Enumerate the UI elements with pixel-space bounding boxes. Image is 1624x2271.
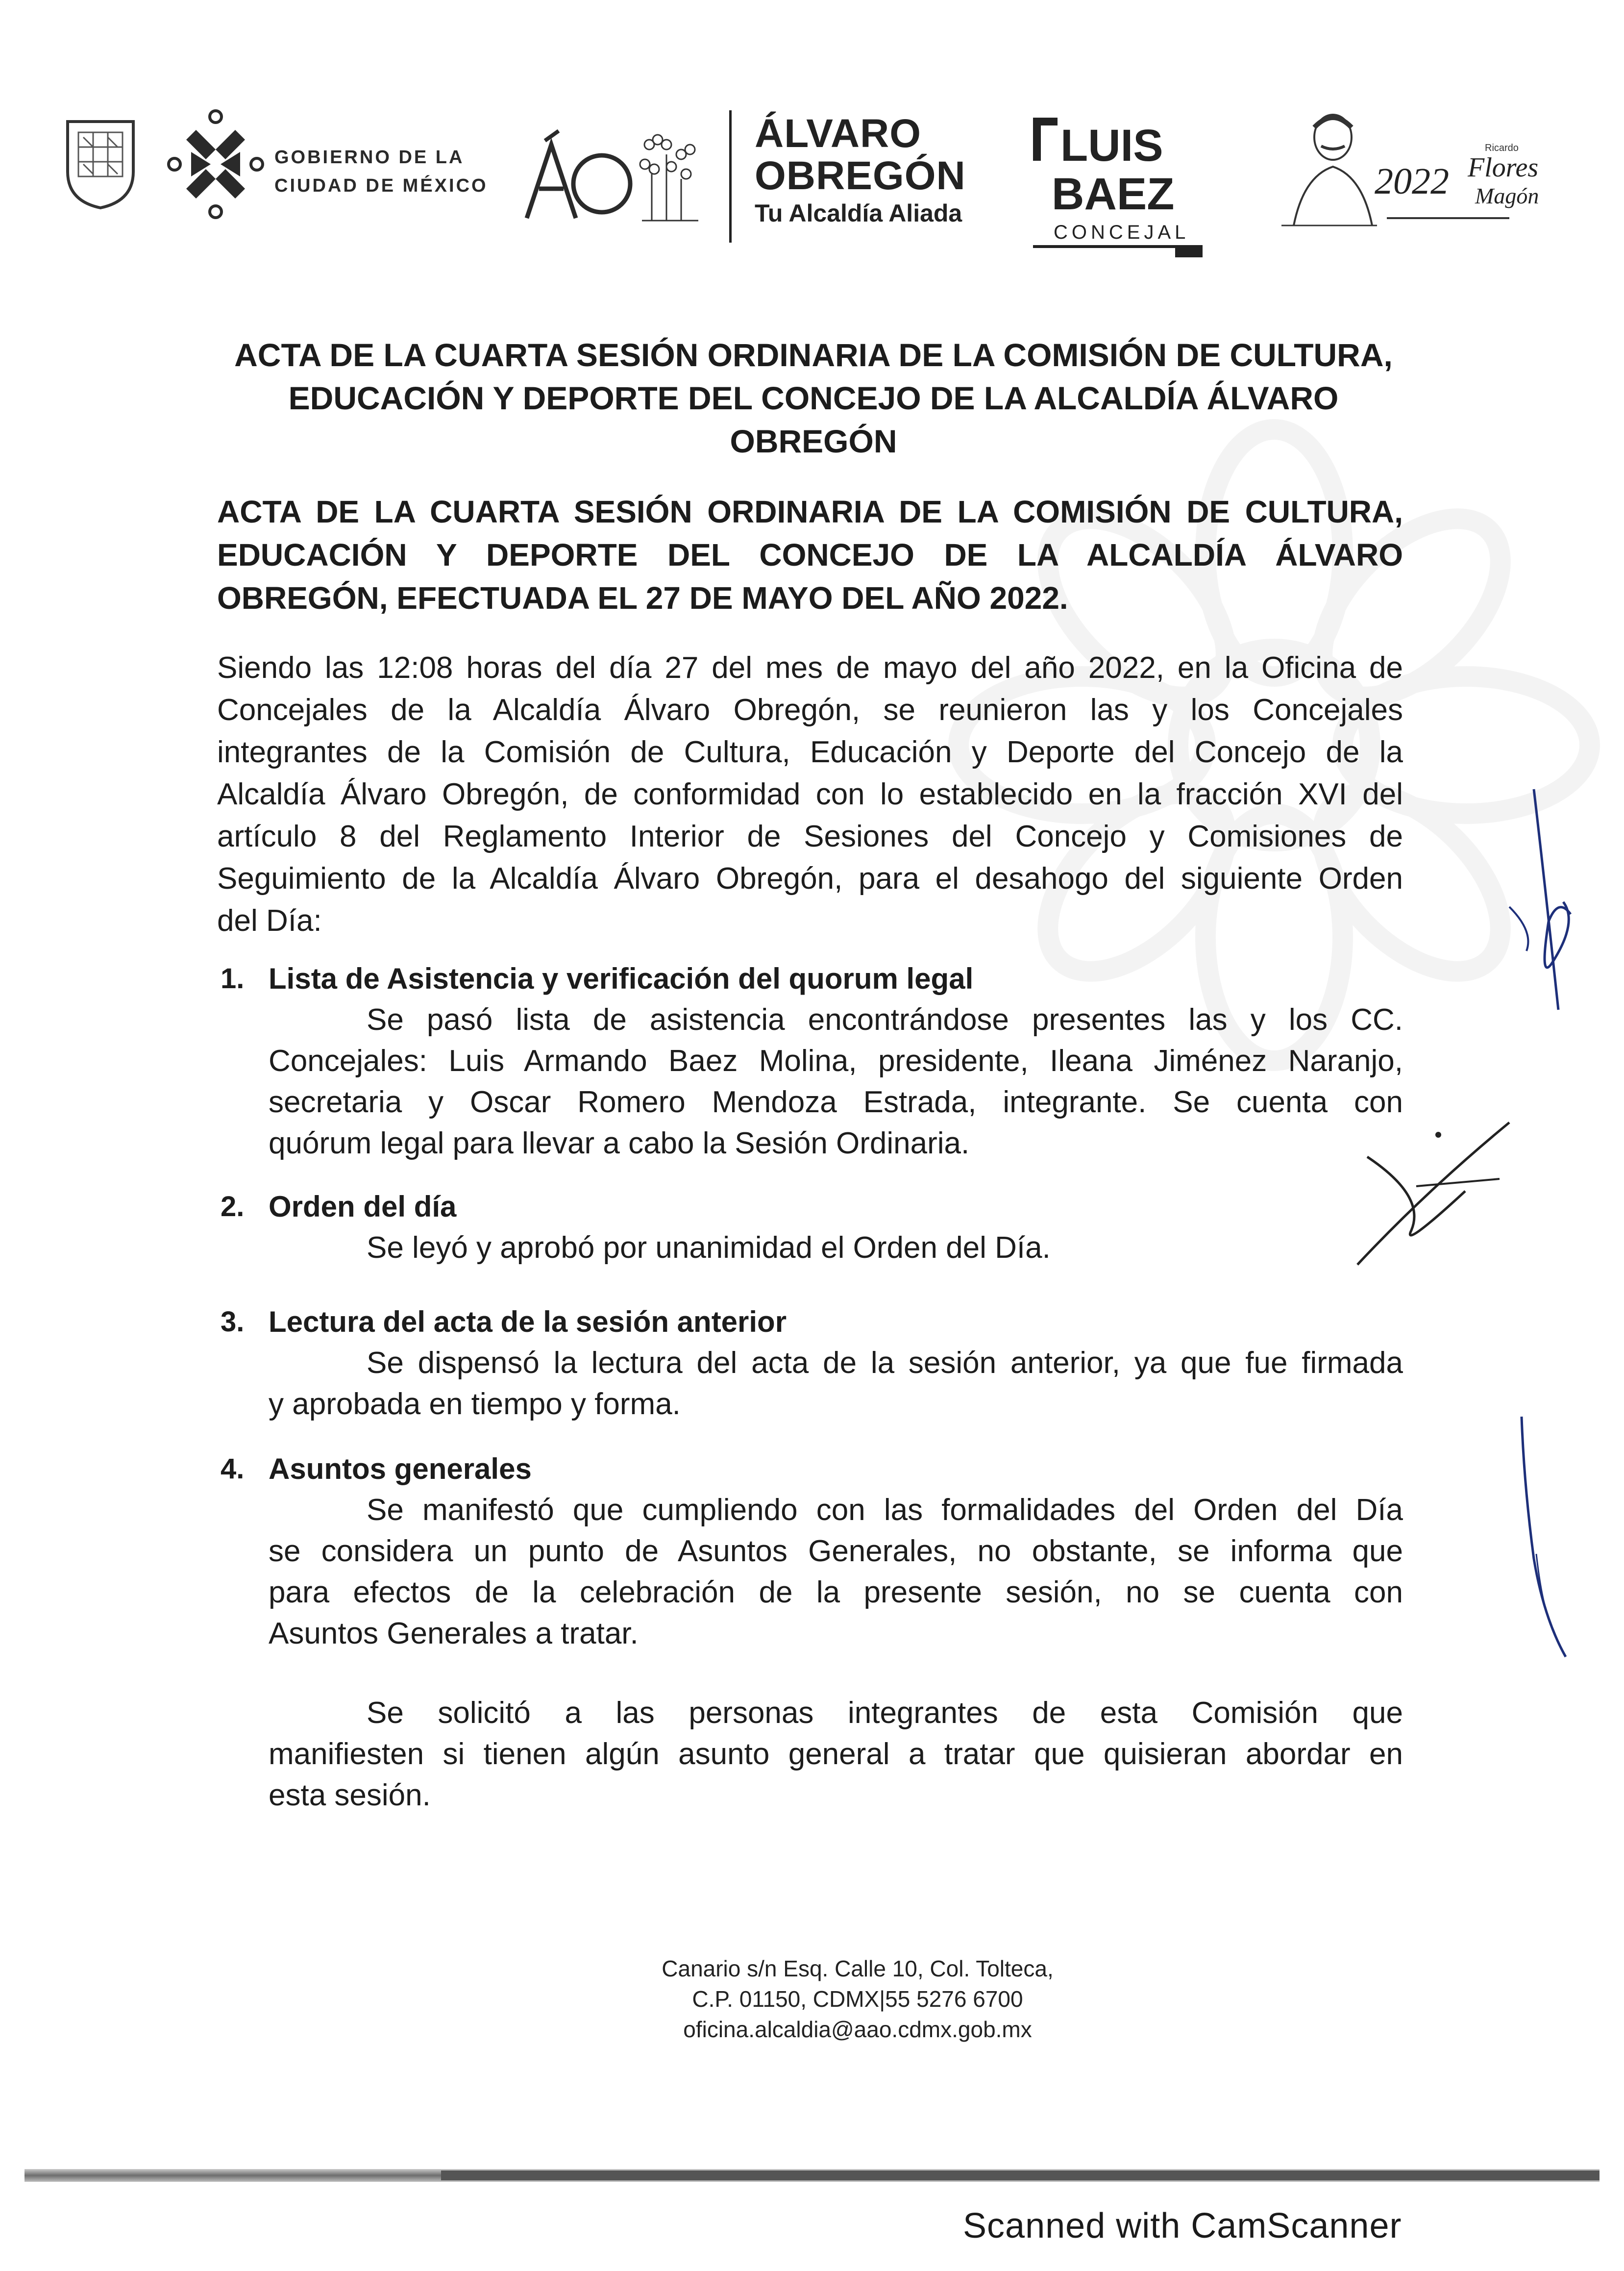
ao-tagline: Tu Alcaldía Aliada <box>755 200 962 227</box>
lb-line-3: CONCEJAL <box>1054 222 1190 243</box>
intro-line: Concejales de la Alcaldía Álvaro Obregón, se reunieron las y los Concejales <box>217 693 1403 727</box>
item-line: para efectos de la celebración de la presente sesión, no se cuenta con <box>269 1575 1403 1609</box>
footer-email: oficina.alcaldia@aao.cdmx.gob.mx <box>683 2017 1032 2042</box>
ricardo-name-1: Flores <box>1468 152 1539 183</box>
cdmx-coat-of-arms-icon <box>64 118 137 211</box>
agenda-item-2 <box>221 1186 1403 1269</box>
item-title: Orden del día <box>269 1190 457 1223</box>
ao-anniversary-logo-icon <box>519 125 701 230</box>
agenda-item-1 <box>221 958 1403 1164</box>
scan-edge-bar-dark <box>441 2171 1599 2180</box>
intro-paragraph <box>217 647 1403 942</box>
intro-line: Alcaldía Álvaro Obregón, de conformidad con lo establecido en la fracción XVI del <box>217 777 1403 811</box>
item-number: 4. <box>221 1453 245 1485</box>
ricardo-small: Ricardo <box>1485 143 1519 153</box>
ricardo-name-2: Magón <box>1475 183 1539 208</box>
heading-line-1: ACTA DE LA CUARTA SESIÓN ORDINARIA DE LA COMISIÓN DE CULTURA, <box>217 494 1403 529</box>
title-line-2: EDUCACIÓN Y DEPORTE DEL CONCEJO DE LA ALCALDÍA ÁLVARO <box>288 380 1339 416</box>
intro-line: Siendo las 12:08 horas del día 27 del mes de mayo del año 2022, en la Oficina de <box>217 651 1403 685</box>
item-line: Se leyó y aprobó por unanimidad el Orden del Día. <box>367 1231 1051 1265</box>
item-line: esta sesión. <box>269 1778 431 1812</box>
cdmx-line-2: CIUDAD DE MÉXICO <box>274 175 488 196</box>
item-line: Se manifestó que cumpliendo con las formalidades del Orden del Día <box>367 1493 1403 1527</box>
paragraph-gap <box>269 1654 1403 1693</box>
item-line: Se pasó lista de asistencia encontrándose presentes las y los CC. <box>367 1003 1403 1037</box>
ricardo-flores-magon-logo-icon <box>1274 103 1539 235</box>
intro-line: Seguimiento de la Alcaldía Álvaro Obregón, para el desahogo del siguiente Orden <box>217 862 1403 896</box>
ao-line-2: OBREGÓN <box>755 153 966 198</box>
agenda-item-4 <box>221 1448 1403 1816</box>
ricardo-year: 2022 <box>1375 161 1449 202</box>
item-line: secretaria y Oscar Romero Mendoza Estrada, integrante. Se cuenta con <box>269 1085 1403 1119</box>
item-title: Asuntos generales <box>269 1452 532 1485</box>
item-line: se considera un punto de Asuntos Generales, no obstante, se informa que <box>269 1534 1403 1568</box>
lb-line-2: BAEZ <box>1052 169 1175 219</box>
intro-line: integrantes de la Comisión de Cultura, Educación y Deporte del Concejo de la <box>217 735 1403 769</box>
camscanner-watermark: Scanned with CamScanner <box>963 2206 1402 2246</box>
item-title: Lista de Asistencia y verificación del quorum legal <box>269 962 974 995</box>
item-title: Lectura del acta de la sesión anterior <box>269 1305 787 1338</box>
luis-baez-logo-text <box>1034 122 1189 246</box>
document-title <box>196 333 1431 463</box>
luis-baez-dash <box>1175 248 1203 257</box>
item-number: 1. <box>221 963 245 995</box>
footer-line-1: Canario s/n Esq. Calle 10, Col. Tolteca, <box>662 1956 1054 1981</box>
agenda-item-3 <box>221 1301 1403 1425</box>
cdmx-line-1: GOBIERNO DE LA <box>274 147 465 168</box>
item-line: Se dispensó la lectura del acta de la sesión anterior, ya que fue firmada <box>367 1346 1403 1380</box>
footer-address <box>539 1953 1176 2045</box>
header-divider <box>729 110 732 243</box>
item-line: Concejales: Luis Armando Baez Molina, presidente, Ileana Jiménez Naranjo, <box>269 1044 1403 1078</box>
signature-3-icon <box>1509 1412 1578 1667</box>
item-line: Se solicitó a las personas integrantes de esta Comisión que <box>367 1696 1403 1730</box>
item-number: 2. <box>221 1191 245 1223</box>
title-line-1: ACTA DE LA CUARTA SESIÓN ORDINARIA DE LA COMISIÓN DE CULTURA, <box>234 337 1393 373</box>
ao-line-1: ÁLVARO <box>755 111 922 156</box>
title-line-3: OBREGÓN <box>730 423 897 459</box>
footer-line-2: C.P. 01150, CDMX|55 5276 6700 <box>692 1986 1023 2012</box>
item-number: 3. <box>221 1306 245 1338</box>
heading-line-2: EDUCACIÓN Y DEPORTE DEL CONCEJO DE LA ALCALDÍA ÁLVARO <box>217 537 1403 573</box>
alvaro-obregon-logo-text <box>755 113 966 229</box>
cdmx-logo-icon <box>167 108 265 221</box>
intro-line: del Día: <box>217 904 322 938</box>
intro-line: artículo 8 del Reglamento Interior de Sesiones del Concejo y Comisiones de <box>217 820 1403 853</box>
item-line: manifiesten si tienen algún asunto general a tratar que quisieran abordar en <box>269 1737 1403 1771</box>
heading-line-3: OBREGÓN, EFECTUADA EL 27 DE MAYO DEL AÑO 2022. <box>217 580 1068 616</box>
act-heading <box>217 490 1403 620</box>
item-line: y aprobada en tiempo y forma. <box>269 1387 681 1421</box>
item-line: Asuntos Generales a tratar. <box>269 1617 639 1650</box>
lb-line-1: LUIS <box>1060 121 1163 171</box>
cdmx-logo-text <box>274 143 488 200</box>
item-line: quórum legal para llevar a cabo la Sesión Ordinaria. <box>269 1126 970 1160</box>
